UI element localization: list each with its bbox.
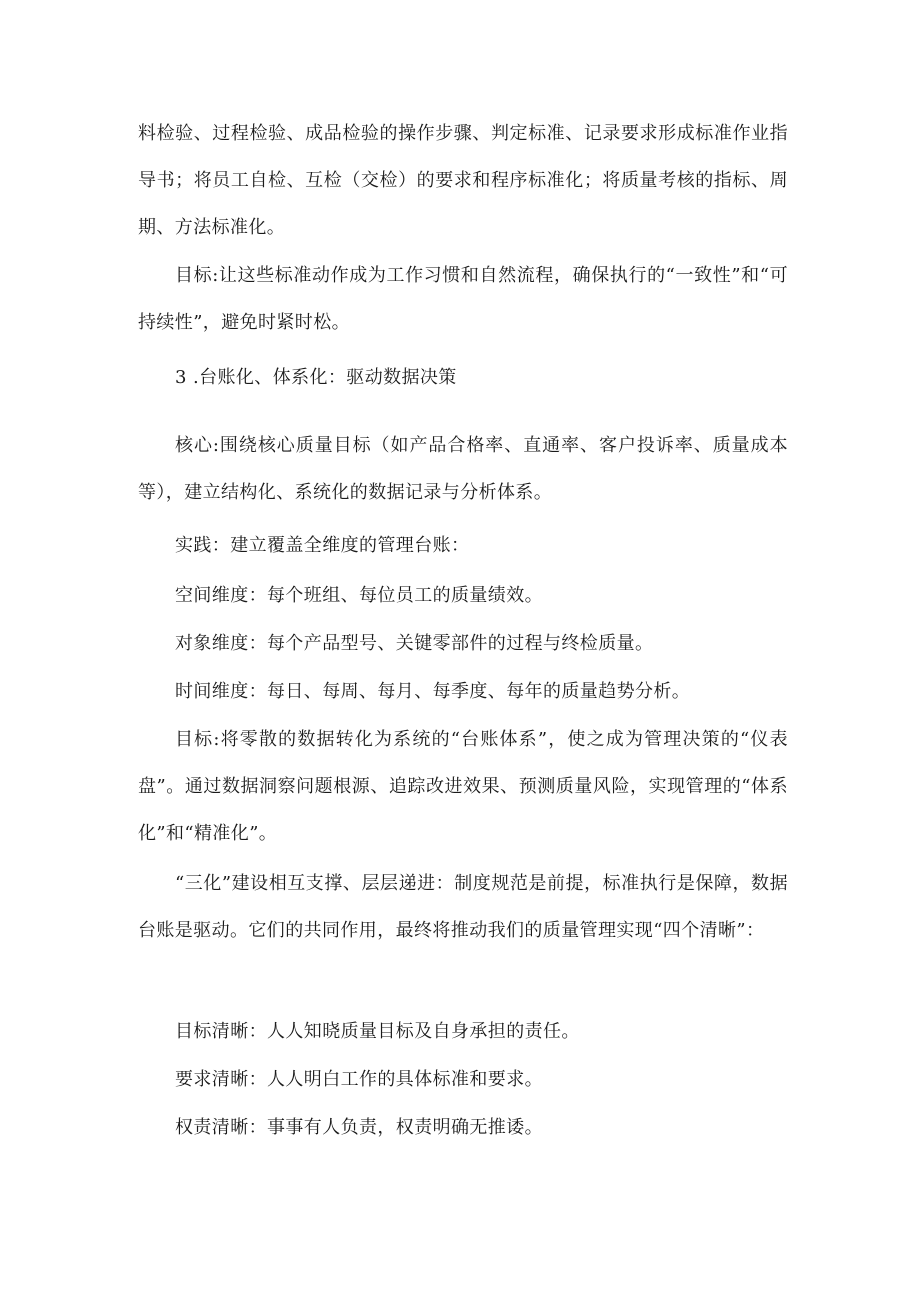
paragraph-goal-dashboard: 目标:将零散的数据转化为系统的“台账体系”，使之成为管理决策的“仪表盘”。通过数据洞察问题根源、追踪改进效果、预测质量风险，实现管理的“体系化”和“精准化”。 (138, 729, 788, 844)
paragraph-space-dimension: 空间维度：每个班组、每位员工的质量绩效。 (175, 585, 543, 606)
paragraph-practice: 实践：建立覆盖全维度的管理台账： (175, 535, 470, 556)
paragraph-clear-goals: 目标清晰：人人知晓质量目标及自身承担的责任。 (175, 1021, 580, 1042)
paragraph-object-dimension: 对象维度：每个产品型号、关键零部件的过程与终检质量。 (175, 633, 654, 654)
paragraph-three-transformations: “三化”建设相互支撑、层层递进：制度规范是前提，标准执行是保障，数据台账是驱动。它们的共同作用，最终将推动我们的质量管理实现“四个清晰”： (138, 873, 788, 941)
paragraph-inspection-standards: 料检验、过程检验、成品检验的操作步骤、判定标准、记录要求形成标准作业指导书；将员工自检、互检（交检）的要求和程序标准化；将质量考核的指标、周期、方法标准化。 (138, 123, 788, 238)
paragraph-core-data-system: 核心:围绕核心质量目标（如产品合格率、直通率、客户投诉率、质量成本等），建立结构化、系统化的数据记录与分析体系。 (138, 435, 788, 503)
paragraph-clear-requirements: 要求清晰：人人明白工作的具体标准和要求。 (175, 1069, 543, 1090)
paragraph-clear-responsibilities: 权责清晰：事事有人负责，权责明确无推诿。 (175, 1117, 543, 1138)
paragraph-goal-consistency: 目标:让这些标准动作成为工作习惯和自然流程，确保执行的“一致性”和“可持续性”，避免时紧时松。 (138, 265, 788, 333)
paragraph-time-dimension: 时间维度：每日、每周、每月、每季度、每年的质量趋势分析。 (175, 681, 691, 702)
section-heading-3: 3 .台账化、体系化：驱动数据决策 (175, 367, 457, 388)
